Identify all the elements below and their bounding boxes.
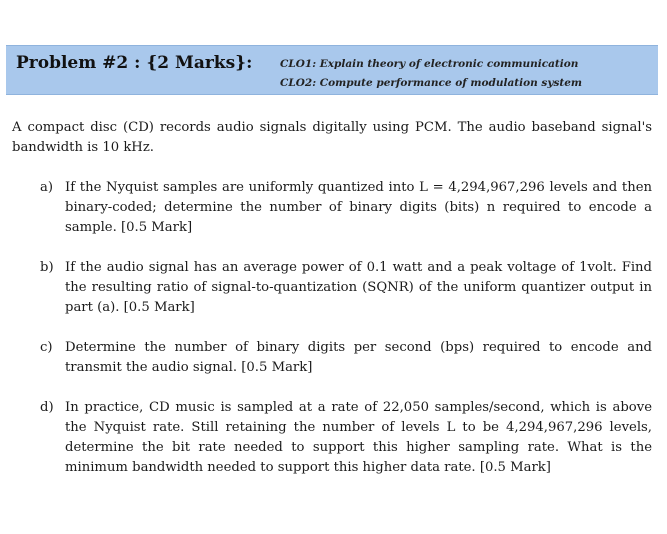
clo1-text: CLO1: Explain theory of electronic communication — [280, 58, 579, 70]
question-b — [40, 258, 652, 318]
question-c — [40, 338, 652, 378]
question-text: In practice, CD music is sampled at a rate of 22,050 samples/second, which is above the Nyquist rate. Still retaining the number of levels L to be 4,294,967,296 levels, determine the bit rate needed to support this higher sampling rate. What is the minimum bandwidth needed to support this higher data rate. [0.5 Mark] — [65, 400, 652, 475]
clo2-text: CLO2: Compute performance of modulation system — [280, 77, 582, 89]
question-label: d) — [40, 400, 54, 415]
question-text: Determine the number of binary digits per second (bps) required to encode and transmit the audio signal. [0.5 Mark] — [65, 340, 652, 375]
question-label: b) — [40, 260, 54, 275]
problem-header-bar — [6, 45, 658, 95]
question-text: If the audio signal has an average power of 0.1 watt and a peak voltage of 1volt. Find the resulting ratio of signal-to-quantization (SQNR) of the uniform quantizer output in part (a). [0.5 Mark] — [65, 260, 652, 315]
question-d — [40, 398, 652, 478]
problem-intro: A compact disc (CD) records audio signals digitally using PCM. The audio baseband signal's bandwidth is 10 kHz. — [12, 120, 652, 155]
problem-title: Problem #2 : {2 Marks}: — [16, 53, 253, 73]
question-label: a) — [40, 180, 54, 195]
question-a — [40, 178, 652, 238]
question-label: c) — [40, 340, 53, 355]
clo-list — [280, 55, 582, 93]
question-text: If the Nyquist samples are uniformly quantized into L = 4,294,967,296 levels and then binary-coded; determine the number of binary digits (bits) n required to encode a sample. [0.5 Mark] — [65, 180, 652, 235]
